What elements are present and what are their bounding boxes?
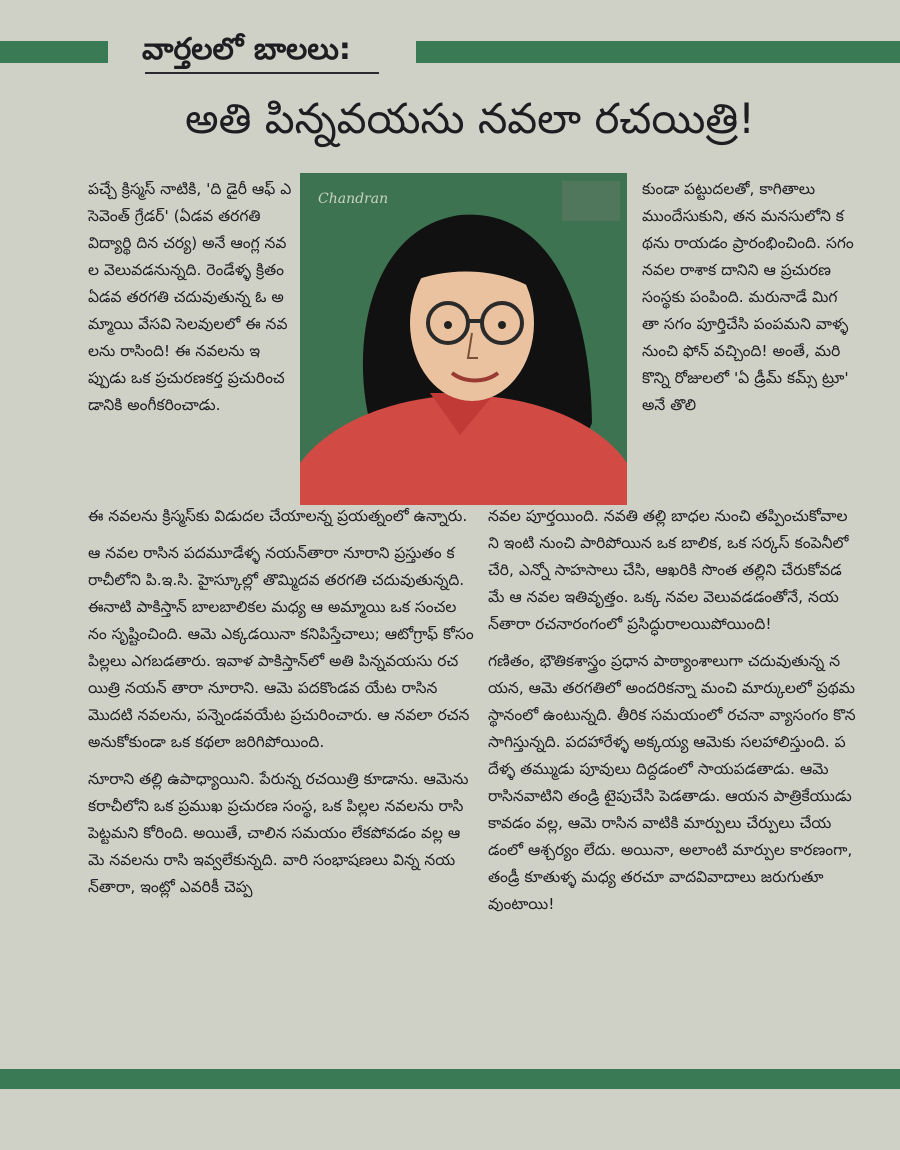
right-eye — [498, 321, 506, 329]
article-paragraph-studies: గణితం, భౌతికశాస్త్రం ప్రధాన పాఠ్యాంశాలుగా చదువుతున్న నయన, ఆమె తరగతిలో అందరికన్నా మంచి మార్కులలో ప్రథమస్థానంలో ఉంటున్నది. తీరిక సమయంలో రచనా వ్యాసంగం కొనసాగిస్తున్నది. పదహారేళ్ళ అక్కయ్య ఆమెకు సలహాలిస్తుంది. పదేళ్ళ తమ్ముడు పూవులు దిద్దడంలో సాయపడతాడు. ఆమె రాసినవాటిని తండ్రి టైపుచేసి పెడతాడు. ఆయన పాత్రికేయుడు కావడం వల్ల, ఆమె రాసిన వాటికి మార్పులు చేర్పులు చేయడంలో ఆశ్చర్యం లేదు. అయినా, అలాంటి మార్పుల కారణంగా, తండ్రీ కూతుళ్ళ మధ్య తరచూ వాదవివాదాలు జరుగుతూ వుంటాయి! — [488, 652, 856, 913]
header-band-left — [0, 41, 108, 63]
article-paragraph-plot: నవల పూర్తయింది. నవతి తల్లి బాధల నుంచి తప్పించుకోవాలని ఇంటి నుంచి పారిపోయిన ఒక బాలిక, ఒక సర్కస్ కంపెనీలో చేరి, ఎన్నో సాహసాలు చేసి, ఆఖరికి సొంత తల్లిని చేరుకోవడమే ఆ నవల ఇతివృత్తం. ఒక్క నవల వెలువడడంతోనే, నయన్‌తారా రచనారంగంలో ప్రసిద్ధురాలయిపోయింది! — [488, 507, 849, 633]
article-intro-paragraph: పచ్చే క్రిస్మస్ నాటికి, 'ది డైరీ ఆఫ్ ఎ సెవెంత్ గ్రేడర్' (ఏడవ తరగతి విద్యార్థి దిన చర్య) అనే ఆంగ్ల నవల వెలువడనున్నది. రెండేళ్ళ క్రితం ఏడవ తరగతి చదువుతున్న ఓ అమ్మాయి వేసవి సెలవులలో ఈ నవలను రాసింది! ఈ నవలను ఇప్పుడు ఒక ప్రచురణకర్త ప్రచురించడానికి అంగీకరించాడు. — [88, 180, 292, 414]
article-column-left-top — [88, 176, 296, 419]
article-column-left — [88, 503, 474, 901]
article-paragraph-mother: నూరాని తల్లి ఉపాధ్యాయిని. పేరున్న రచయిత్రి కూడాను. ఆమెను కరాచీలోని ఒక ప్రముఖ ప్రచురణ సంస్థ, ఒక పిల్లల నవలను రాసి పెట్టమని కోరింది. అయితే, చాలిన సమయం లేకపోవడం వల్ల ఆమె నవలను రాసి ఇవ్వలేకున్నది. వారి సంభాషణలు విన్న నయన్‌తారా, ఇంట్లో ఎవరికీ చెప్ప — [88, 770, 469, 896]
section-underline — [145, 72, 379, 74]
header-band-right — [416, 41, 900, 63]
section-label: వార్తలలో బాలలు: — [142, 32, 351, 67]
artist-signature: Chandran — [318, 191, 389, 207]
article-paragraph-author: ఆ నవల రాసిన పదమూడేళ్ళ నయన్‌తారా నూరాని ప్రస్తుతం కరాచీలోని పి.ఇ.సి. హైస్కూల్లో తొమ్మిదవ తరగతి చదువుతున్నది. ఈనాటి పాకిస్తాన్ బాలబాలికల మధ్య ఆ అమ్మాయి ఒక సంచలనం సృష్టించింది. ఆమె ఎక్కడయినా కనిపిస్తేచాలు; ఆటోగ్రాఫ్ కోసం పిల్లలు ఎగబడతారు. ఇవాళ పాకిస్తాన్‌లో అతి పిన్నవయసు రచయిత్రి నయన్ తారా నూరాని. ఆమె పదకొండవ యేట రాసిన మొదటి నవలను, పన్నెండవయేట ప్రచురించారు. ఆ నవలా రచన అనుకోకుండా ఒక కథలా జరిగిపోయింది. — [88, 544, 474, 751]
portrait-illustration — [300, 173, 627, 505]
headline: అతి పిన్నవయసు నవలా రచయిత్రి! — [184, 94, 756, 143]
article-column-right-top — [642, 176, 854, 419]
left-eye — [444, 321, 452, 329]
footer-band — [0, 1069, 900, 1089]
article-continuation-paragraph: కుండా పట్టుదలతో, కాగితాలు ముందేసుకుని, తన మనసులోని కథను రాయడం ప్రారంభించింది. సగం నవల రాశాక దానిని ఆ ప్రచురణ సంస్థకు పంపింది. మరునాడే మిగతా సగం పూర్తిచేసి పంపమని వాళ్ళ నుంచి ఫోన్ వచ్చింది! అంతే, మరి కొన్ని రోజులలో 'ఏ డ్రీమ్ కమ్స్ ట్రూ' అనే తొలి — [642, 180, 854, 414]
portrait-drawing — [300, 173, 627, 505]
article-column-right — [488, 503, 858, 918]
article-paragraph-release: ఈ నవలను క్రిస్మస్‌కు విడుదల చేయాలన్న ప్రయత్నంలో ఉన్నారు. — [88, 507, 468, 525]
photo-stamp-mark — [562, 181, 620, 221]
